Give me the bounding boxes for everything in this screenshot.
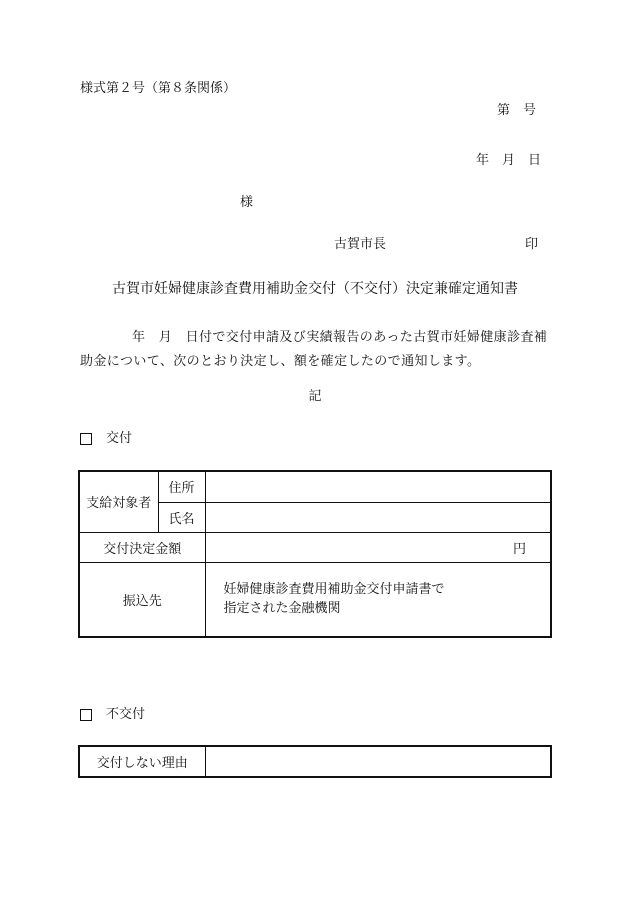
transfer-label: 振込先: [79, 562, 205, 637]
grant-amount-label: 交付決定金額: [79, 532, 205, 562]
note-heading: 記: [308, 389, 322, 404]
non-grant-checkbox[interactable]: [80, 709, 92, 721]
recipient-label: 支給対象者: [79, 471, 158, 532]
issuer-name: 古賀市長: [334, 237, 387, 252]
seal-mark: 印: [525, 237, 539, 252]
reason-label: 交付しない理由: [79, 746, 205, 777]
addressee-honorific: 様: [240, 195, 254, 210]
notice-body: 年 月 日付で交付申請及び実績報告のあった古賀市妊婦健康診査補助金について、次のとおり決定し、額を確定したので通知します。: [80, 330, 548, 369]
reason-field[interactable]: [205, 746, 551, 777]
non-grant-table: [78, 745, 552, 778]
non-grant-checkbox-row[interactable]: [80, 708, 145, 721]
document-title: 古賀市妊婦健康診査費用補助金交付（不交付）決定兼確定通知書: [112, 281, 518, 297]
name-label: 氏名: [158, 502, 205, 532]
document-number: 第 号: [497, 103, 537, 118]
grant-checkbox-row[interactable]: [80, 432, 132, 445]
address-field[interactable]: [205, 471, 551, 502]
document-date: 年 月 日: [476, 153, 542, 168]
yen-unit: 円: [512, 541, 526, 557]
form-label: 様式第２号（第８条関係）: [80, 81, 237, 96]
transfer-line-1: 妊婦健康診査費用補助金交付申請書で: [223, 582, 445, 598]
grant-table: [78, 470, 552, 638]
grant-amount-field[interactable]: [205, 532, 551, 562]
name-field[interactable]: [205, 502, 551, 532]
grant-checkbox[interactable]: [80, 433, 92, 445]
transfer-destination: [205, 562, 551, 637]
address-label: 住所: [158, 471, 205, 502]
grant-checkbox-label: 交付: [106, 431, 133, 446]
transfer-line-2: 指定された金融機関: [223, 601, 341, 617]
non-grant-checkbox-label: 不交付: [106, 707, 146, 722]
